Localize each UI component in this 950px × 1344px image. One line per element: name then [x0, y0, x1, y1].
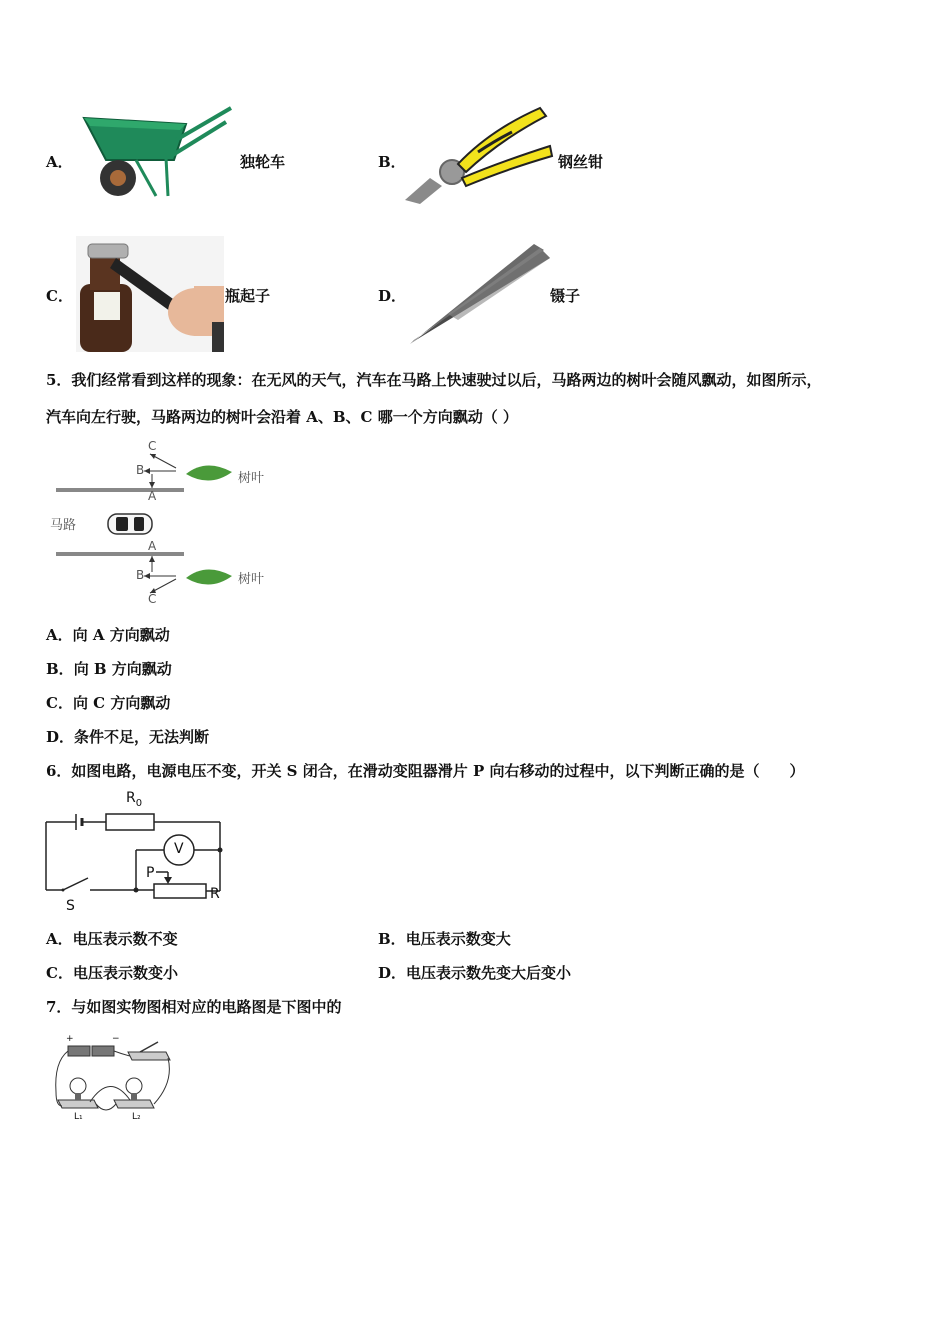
car-icon — [108, 514, 152, 534]
pliers-image — [400, 100, 560, 210]
l2-label: L₂ — [132, 1112, 141, 1122]
option-b-letter: B． — [378, 153, 406, 171]
dir-a-bottom: A — [148, 539, 157, 553]
option-d-label: 镊子 — [550, 287, 581, 305]
road-label: 马路 — [50, 518, 77, 533]
switch-label: S — [66, 898, 75, 914]
q6-stem: 6．如图电路，电源电压不变，开关 S 闭合，在滑动变阻器滑片 P 向右移动的过程中，以下判断正确的是（ ） — [46, 762, 805, 780]
l1-label: L₁ — [74, 1112, 83, 1122]
battery-minus-label: − — [112, 1034, 120, 1044]
slider-label: P — [146, 865, 155, 881]
q6-option-c: C．电压表示数变小 — [46, 964, 178, 982]
battery-cell-icon — [68, 1046, 90, 1056]
bulb-l1-icon — [70, 1078, 86, 1094]
tweezers-image — [408, 240, 554, 346]
q5-option-c: C．向 C 方向飘动 — [46, 694, 171, 712]
q7-stem: 7．与如图实物图相对应的电路图是下图中的 — [46, 998, 342, 1016]
r0-label: $R_0$ — [126, 790, 143, 809]
q5-option-b: B．向 B 方向飘动 — [46, 660, 172, 678]
leaf-label-bottom: 树叶 — [238, 572, 265, 587]
option-d-letter: D． — [378, 287, 407, 305]
rheostat-icon — [154, 884, 206, 898]
q7-physical-circuit-figure — [50, 1032, 174, 1128]
option-b-label: 钢丝钳 — [558, 153, 604, 171]
dir-c-bottom: C — [148, 592, 157, 606]
battery-cell-icon — [92, 1046, 114, 1056]
rheostat-label: R — [210, 886, 220, 902]
q5-stem-line1: 5．我们经常看到这样的现象：在无风的天气，汽车在马路上快速驶过以后，马路两边的树叶会随风飘动，如图所示， — [46, 371, 822, 389]
option-a-letter: A． — [46, 153, 73, 171]
bottle-opener-image — [76, 236, 224, 352]
q5-option-a: A．向 A 方向飘动 — [46, 626, 170, 644]
q6-option-d: D．电压表示数先变大后变小 — [378, 964, 572, 982]
dir-b-bottom: B — [136, 568, 145, 582]
option-c-letter: C． — [46, 287, 73, 305]
wheelbarrow-image — [76, 100, 236, 200]
voltmeter-label: V — [174, 841, 184, 857]
dir-b-top: B — [136, 463, 145, 477]
road-edge-bottom — [56, 552, 184, 556]
switch-icon — [140, 1042, 158, 1052]
q5-stem-line2: 汽车向左行驶，马路两边的树叶会沿着 A、B、C 哪一个方向飘动（ ） — [46, 408, 518, 426]
battery-plus-label: + — [66, 1034, 74, 1044]
road-edge-top — [56, 488, 184, 492]
q5-option-d: D．条件不足，无法判断 — [46, 728, 210, 746]
dir-a-top: A — [148, 489, 157, 503]
bulb-l2-icon — [126, 1078, 142, 1094]
option-a-label: 独轮车 — [240, 153, 286, 171]
option-c-label: 瓶起子 — [225, 287, 271, 305]
switch-icon — [63, 878, 88, 890]
r0-resistor — [106, 814, 154, 830]
leaf-label-top: 树叶 — [238, 471, 265, 486]
q6-option-a: A．电压表示数不变 — [46, 930, 178, 948]
q6-option-b: B．电压表示数变大 — [378, 930, 511, 948]
dir-c-top: C — [148, 439, 157, 453]
